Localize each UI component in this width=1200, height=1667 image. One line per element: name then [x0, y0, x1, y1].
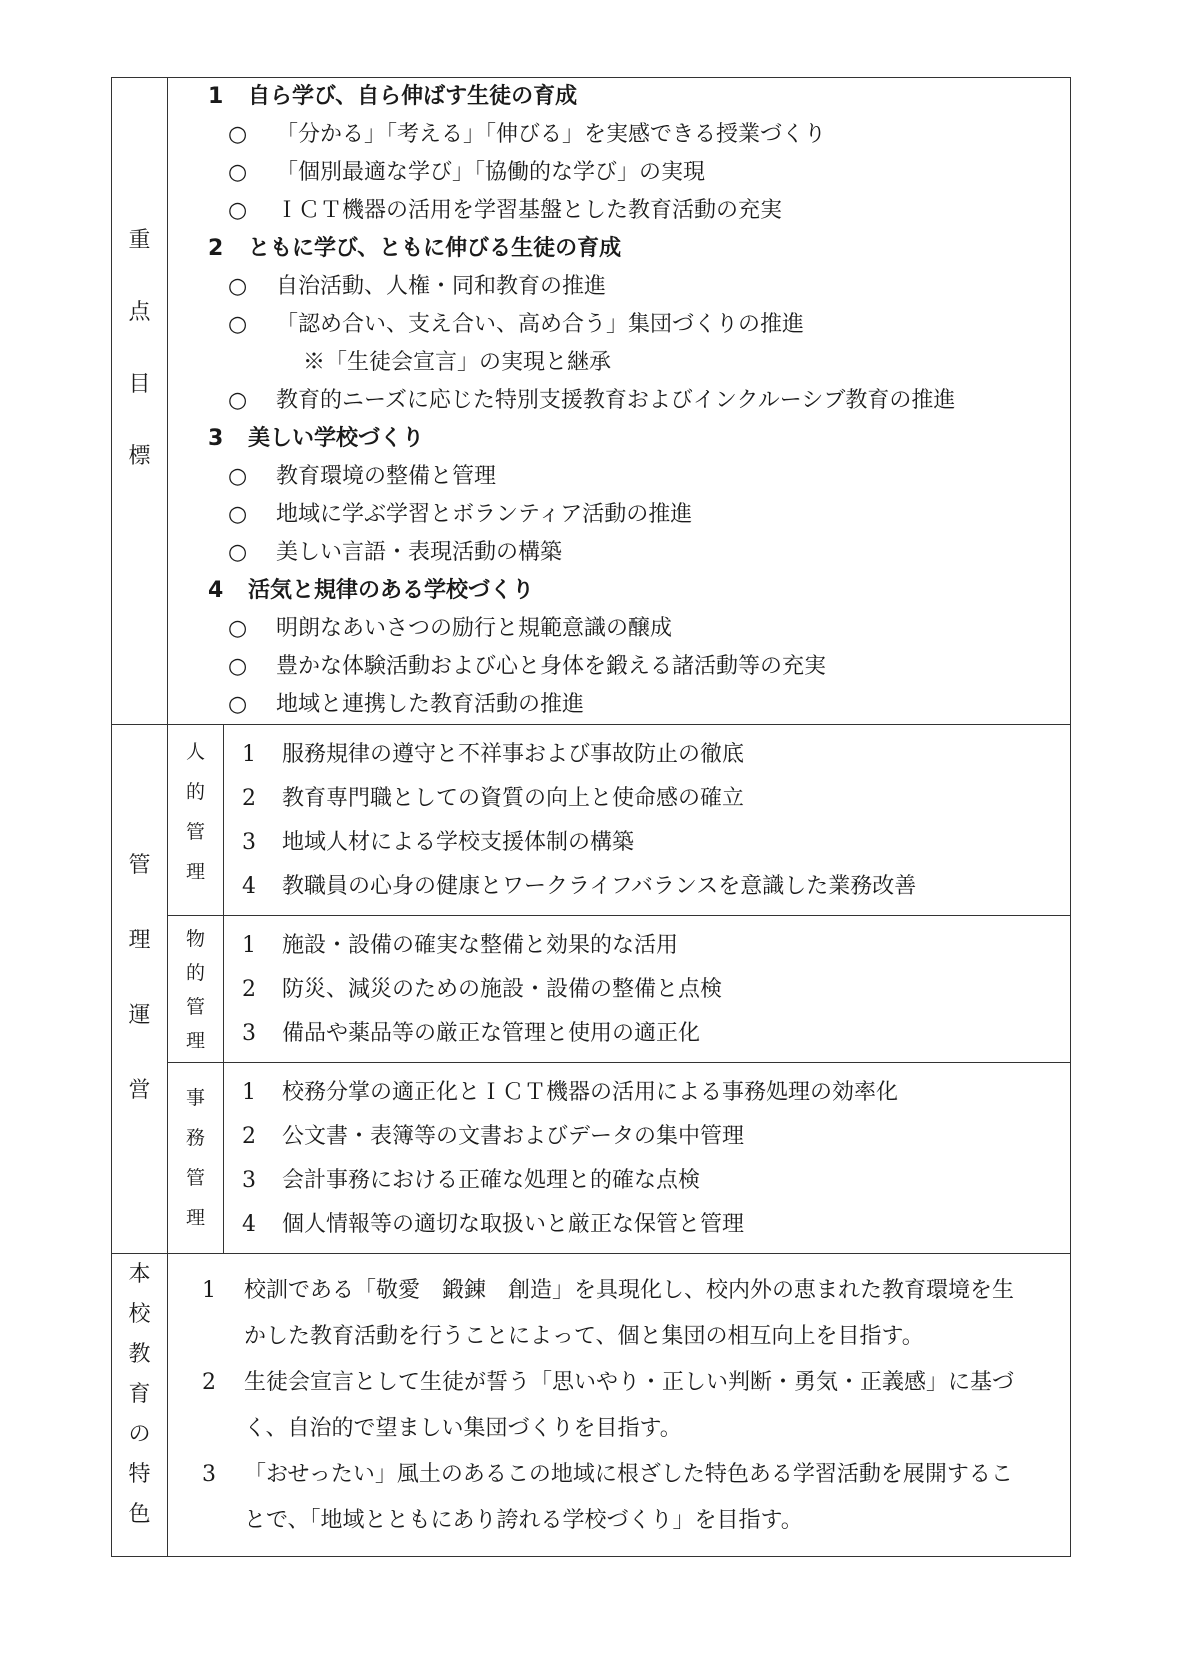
goal-item: ○ 「分かる」「考える」「伸びる」を実感できる授業づくり	[228, 122, 827, 147]
goal-item: ○ 「認め合い、支え合い、高め合う」集団づくりの推進	[228, 312, 805, 337]
management-item: 1 施設・設備の確実な整備と効果的な活用	[242, 933, 679, 958]
management-item: 2 公文書・表簿等の文書およびデータの集中管理	[242, 1124, 745, 1149]
school-policy-table	[111, 77, 1071, 1557]
feature-item: 1 校訓である「敬愛 鍛錬 創造」を具現化し、校内外の恵まれた教育環境を生	[202, 1278, 1015, 1303]
management-row-office	[112, 1063, 1071, 1254]
management-item: 2 教育専門職としての資質の向上と使命感の確立	[242, 786, 745, 811]
management-item: 3 備品や薬品等の厳正な管理と使用の適正化	[242, 1021, 701, 1046]
management-item: 3 会計事務における正確な処理と的確な点検	[242, 1168, 701, 1193]
feature-item: 2 生徒会宣言として生徒が誓う「思いやり・正しい判断・勇気・正義感」に基づ	[202, 1370, 1015, 1395]
features-row	[112, 1254, 1071, 1557]
management-item: 2 防災、減災のための施設・設備の整備と点検	[242, 977, 723, 1002]
goals-content	[168, 78, 1071, 725]
office-management-label: 事 務 管 理	[168, 1063, 224, 1254]
feature-item-continued: かした教育活動を行うことによって、個と集団の相互向上を目指す。	[244, 1324, 924, 1349]
feature-item: 3 「おせったい」風土のあるこの地域に根ざした特色ある学習活動を展開するこ	[202, 1462, 1013, 1487]
goal-item: ○ 地域に学ぶ学習とボランティア活動の推進	[228, 502, 693, 527]
facilities-management-label: 物 的 管 理	[168, 916, 224, 1063]
management-heading: 管 理 運 営	[112, 725, 168, 1254]
features-content	[168, 1254, 1071, 1557]
goal-item: ○ 「個別最適な学び」「協働的な学び」の実現	[228, 160, 706, 185]
facilities-management-list	[224, 916, 1071, 1063]
office-management-list	[224, 1063, 1071, 1254]
management-row-personnel	[112, 725, 1071, 916]
goal-item: ○ 豊かな体験活動および心と身体を鍛える諸活動等の充実	[228, 654, 827, 679]
management-item: 4 教職員の心身の健康とワークライフバランスを意識した業務改善	[242, 874, 917, 899]
goal-item: ○ 教育環境の整備と管理	[228, 464, 497, 489]
goal-section-title: 2 ともに学び、ともに伸びる生徒の育成	[208, 236, 622, 261]
features-heading: 本 校 教 育 の 特 色	[112, 1254, 168, 1557]
personnel-management-list	[224, 725, 1071, 916]
management-item: 3 地域人材による学校支援体制の構築	[242, 830, 635, 855]
goal-item: ○ 地域と連携した教育活動の推進	[228, 692, 585, 717]
management-row-facilities	[112, 916, 1071, 1063]
goals-heading: 重 点 目 標	[112, 78, 168, 725]
management-item: 4 個人情報等の適切な取扱いと厳正な保管と管理	[242, 1212, 745, 1237]
personnel-management-label: 人 的 管 理	[168, 725, 224, 916]
feature-item-continued: く、自治的で望ましい集団づくりを目指す。	[244, 1416, 682, 1441]
goal-item: ○ 教育的ニーズに応じた特別支援教育およびインクルーシブ教育の推進	[228, 388, 956, 413]
feature-item-continued: とで、「地域とともにあり誇れる学校づくり」を目指す。	[244, 1508, 803, 1533]
goal-item: ○ 美しい言語・表現活動の構築	[228, 540, 563, 565]
goals-row	[112, 78, 1071, 725]
goal-section-title: 4 活気と規律のある学校づくり	[208, 578, 535, 603]
goal-note: ※「生徒会宣言」の実現と継承	[303, 350, 612, 375]
goal-item: ○ 明朗なあいさつの励行と規範意識の醸成	[228, 616, 673, 641]
management-item: 1 服務規律の遵守と不祥事および事故防止の徹底	[242, 742, 745, 767]
goal-section-title: 3 美しい学校づくり	[208, 426, 425, 451]
goal-item: ○ ＩＣＴ機器の活用を学習基盤とした教育活動の充実	[228, 198, 783, 223]
management-item: 1 校務分掌の適正化とＩＣＴ機器の活用による事務処理の効率化	[242, 1080, 899, 1105]
goal-section-title: 1 自ら学び、自ら伸ばす生徒の育成	[208, 84, 578, 109]
goal-item: ○ 自治活動、人権・同和教育の推進	[228, 274, 607, 299]
